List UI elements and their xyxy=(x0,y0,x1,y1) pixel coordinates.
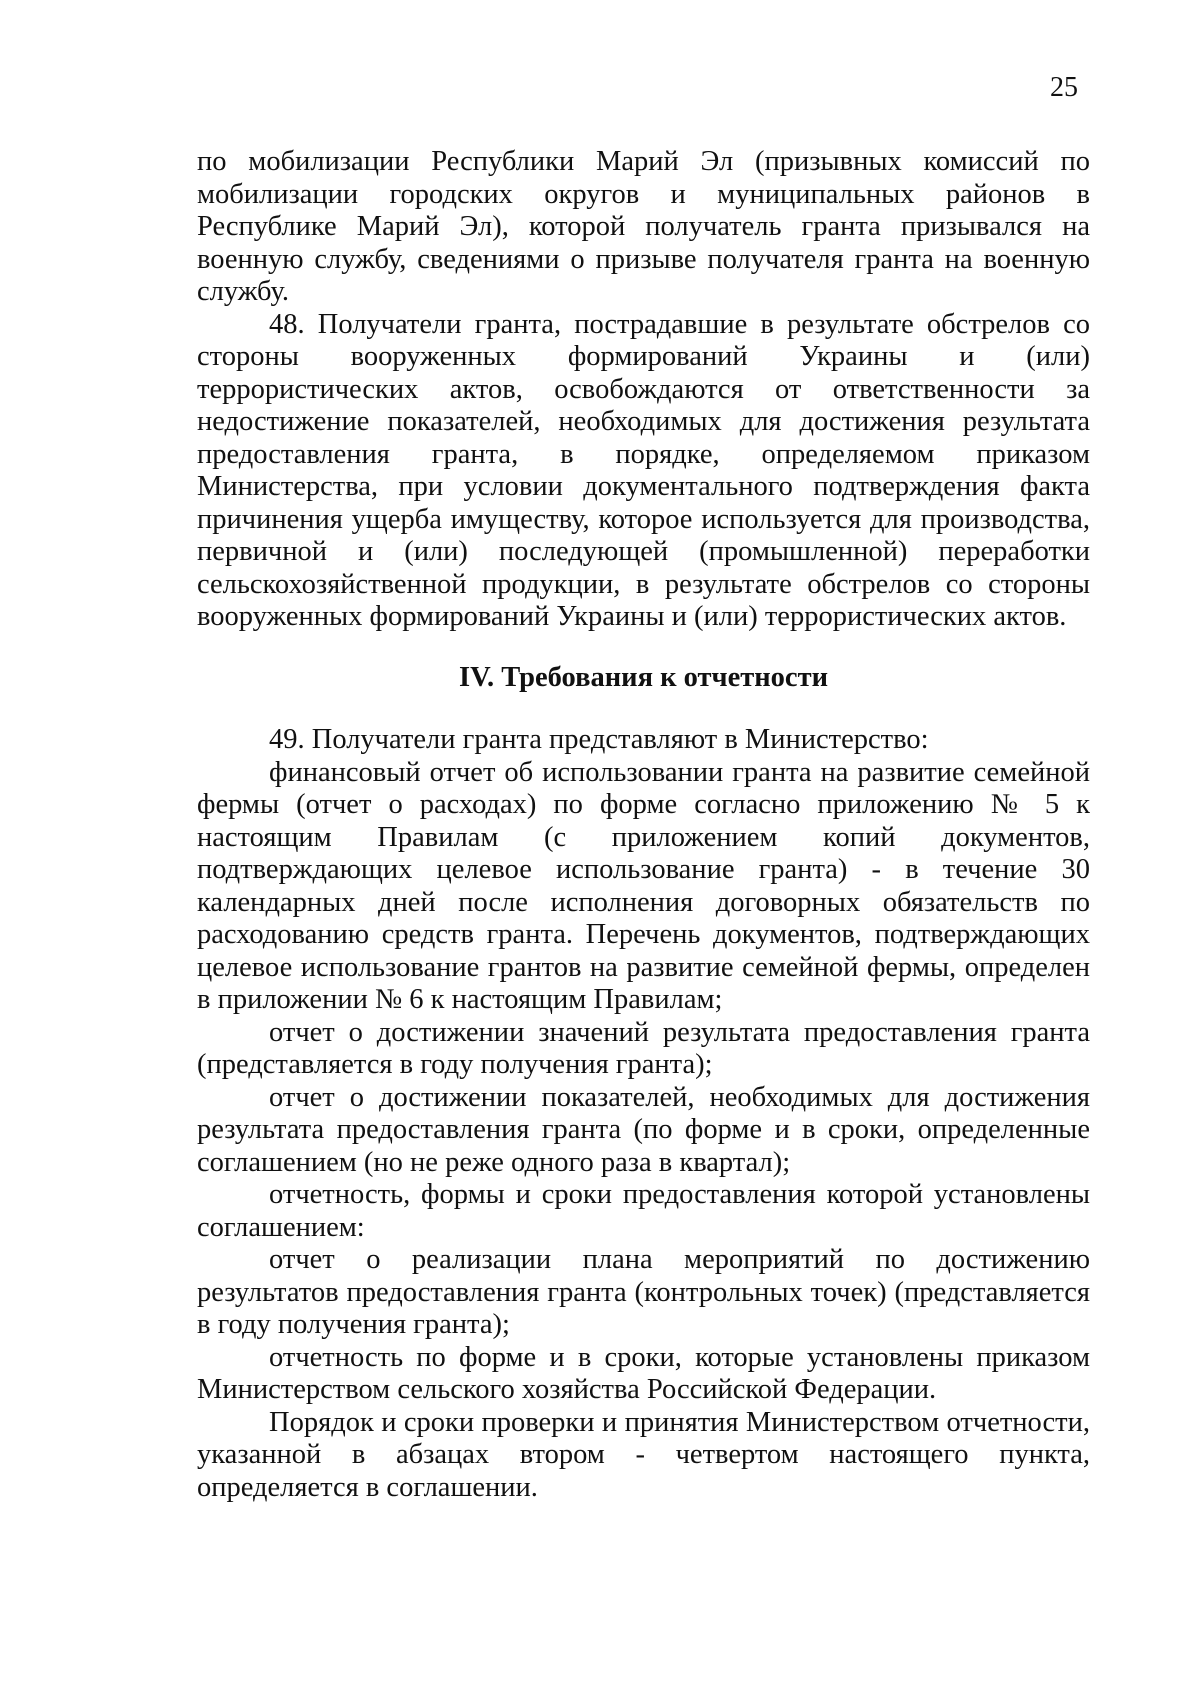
paragraph-agreement-reporting: отчетность, формы и сроки предоставления которой установлены соглашением: xyxy=(197,1179,1090,1243)
document-body xyxy=(197,146,1090,1504)
section-heading: IV. Требования к отчетности xyxy=(459,661,828,693)
paragraph-continuation: по мобилизации Республики Марий Эл (призывных комиссий по мобилизации городских округов и муниципальных районов в Республике Марий Эл), которой получатель гранта призывался на военную службу, сведениями о призыве получателя гранта на военную службу. xyxy=(197,146,1090,307)
paragraph-49: 49. Получатели гранта представляют в Министерство: xyxy=(269,724,929,755)
paragraph-financial-report: финансовый отчет об использовании гранта на развитие семейной фермы (отчет о расходах) по форме согласно приложению № 5 к настоящим Правилам (с приложением копий документов, подтверждающих целевое использование гранта) - в течение 30 календарных дней после исполнения договорных обязательств по расходованию средств гранта. Перечень документов, подтверждающих целевое использование грантов на развитие семейной фермы, определен в приложении № 6 к настоящим Правилам; xyxy=(197,756,1090,1015)
paragraph-ministry-form: отчетность по форме и в сроки, которые установлены приказом Министерством сельского хозяйства Российской Федерации. xyxy=(197,1341,1090,1405)
paragraph-result-report: отчет о достижении значений результата предоставления гранта (представляется в году получения гранта); xyxy=(197,1016,1090,1080)
paragraph-plan-report: отчет о реализации плана мероприятий по достижению результатов предоставления гранта (контрольных точек) (представляется в году получения гранта); xyxy=(197,1244,1090,1340)
paragraph-verification-procedure: Порядок и сроки проверки и принятия Министерством отчетности, указанной в абзацах втором - четвертом настоящего пункта, определяется в соглашении. xyxy=(197,1406,1090,1503)
paragraph-48: 48. Получатели гранта, пострадавшие в результате обстрелов со стороны вооруженных формирований Украины и (или) террористических актов, освобождаются от ответственности за недостижение показателей, необходимых для достижения результата предоставления гранта, в порядке, определяемом приказом Министерства, при условии документального подтверждения факта причинения ущерба имуществу, которое используется для производства, первичной и (или) последующей (промышленной) переработки сельскохозяйственной продукции, в результате обстрелов со стороны вооруженных формирований Украины и (или) террористических актов. xyxy=(197,308,1090,632)
page-number: 25 xyxy=(1050,72,1078,103)
paragraph-indicators-report: отчет о достижении показателей, необходимых для достижения результата предоставления гранта (по форме и в сроки, определенные соглашением (но не реже одного раза в квартал); xyxy=(197,1081,1090,1178)
